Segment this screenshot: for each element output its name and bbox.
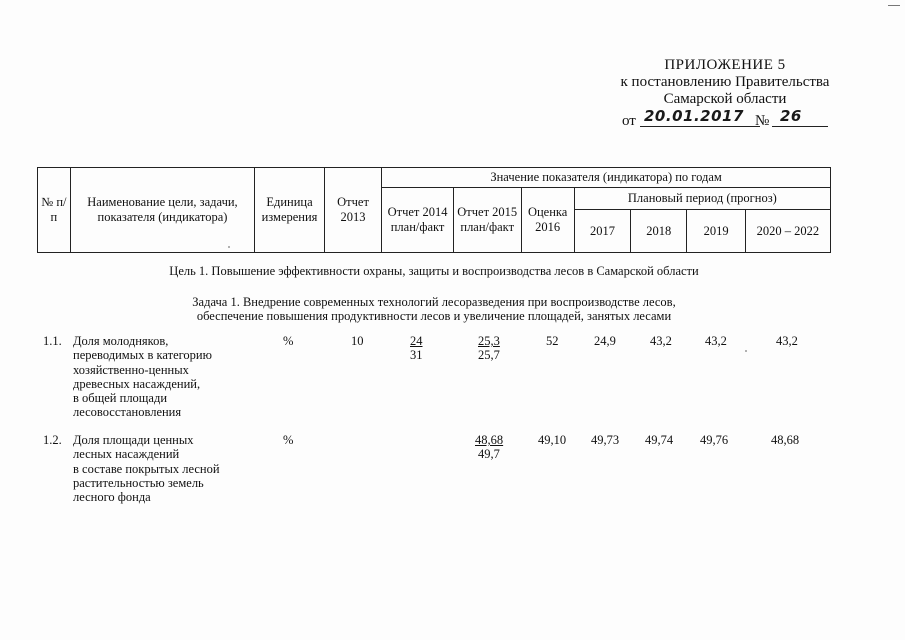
value-2015-plan: 48,68 [475,433,504,447]
date-value: 20.01.2017 [644,107,744,125]
row-name [73,433,248,504]
row-name-line: растительностью земель [73,475,204,490]
row-name-line: древесных насаждений, [73,376,201,391]
header-plan-group: Плановый период (прогноз) [574,188,830,210]
value-2016: 49,10 [538,433,567,447]
row-name-line: лесных насаждений [73,447,180,462]
header-2017: 2017 [574,210,630,253]
row-name [73,334,248,420]
header-2014: Отчет 2014 план/факт [382,188,454,253]
header-2016: Оценка 2016 [521,188,574,253]
row-name-line: в общей площади [73,391,168,406]
header-2018: 2018 [631,210,687,253]
row-number: 1.2. [43,433,62,447]
header-2020-2022: 2020 – 2022 [745,210,830,253]
value-2017: 24,9 [594,334,616,348]
task-line-1: Задача 1. Внедрение современных технологий лесоразведения при воспроизводстве лесов, [192,295,676,309]
row-name-line: лесовосстановления [73,405,182,420]
scan-mark [888,5,900,6]
number-underline [772,126,828,127]
row-unit: % [283,433,294,447]
appendix-header [560,57,890,108]
appendix-line-2: Самарской области [663,91,787,107]
value-2019: 43,2 [705,334,727,348]
row-name-line: Доля молодняков, [73,334,169,348]
scan-dot [745,350,747,352]
appendix-title: ПРИЛОЖЕНИЕ 5 [664,57,786,73]
row-name-line: лесного фонда [73,490,151,505]
row-name-line: Доля площади ценных [73,433,194,447]
row-name-line: хозяйственно-ценных [73,362,189,377]
value-2014-plan: 24 [410,334,423,348]
number-value: 26 [780,107,802,125]
appendix-line-1: к постановлению Правительства [620,74,830,90]
task-heading [37,295,831,323]
row-unit: % [283,334,294,348]
header-2015: Отчет 2015 план/факт [453,188,521,253]
date-underline [640,126,760,127]
header-2013: Отчет 2013 [324,168,381,253]
value-2019: 49,76 [700,433,729,447]
header-unit: Единица измерения [255,168,325,253]
value-2014-fact: 31 [410,348,423,362]
value-2013: 10 [351,334,364,348]
value-2017: 49,73 [591,433,620,447]
task-line-2: обеспечение повышения продуктивности лесов и увеличение площадей, занятых лесами [196,309,672,323]
value-2015-plan: 25,3 [478,334,500,348]
value-2015-fact: 49,7 [478,447,500,461]
indicator-table-header [37,167,831,253]
number-prefix: № [755,113,770,129]
header-num: № п/п [38,168,71,253]
header-2019: 2019 [687,210,745,253]
value-2018: 49,74 [645,433,674,447]
value-2020-2022: 48,68 [771,433,800,447]
goal-heading: Цель 1. Повышение эффективности охраны, защиты и воспроизводства лесов в Самарской области [169,264,699,278]
appendix-date-line [622,108,832,130]
row-name-line: переводимых в категорию [73,348,212,363]
header-name: Наименование цели, задачи, показателя (индикатора) [70,168,254,253]
value-2018: 43,2 [650,334,672,348]
date-prefix: от [622,113,636,129]
row-number: 1.1. [43,334,62,348]
value-2015-fact: 25,7 [478,348,500,362]
row-name-line: в составе покрытых лесной [73,461,220,476]
value-2016: 52 [546,334,559,348]
value-2020-2022: 43,2 [776,334,798,348]
header-values-group: Значение показателя (индикатора) по годам [382,168,831,188]
